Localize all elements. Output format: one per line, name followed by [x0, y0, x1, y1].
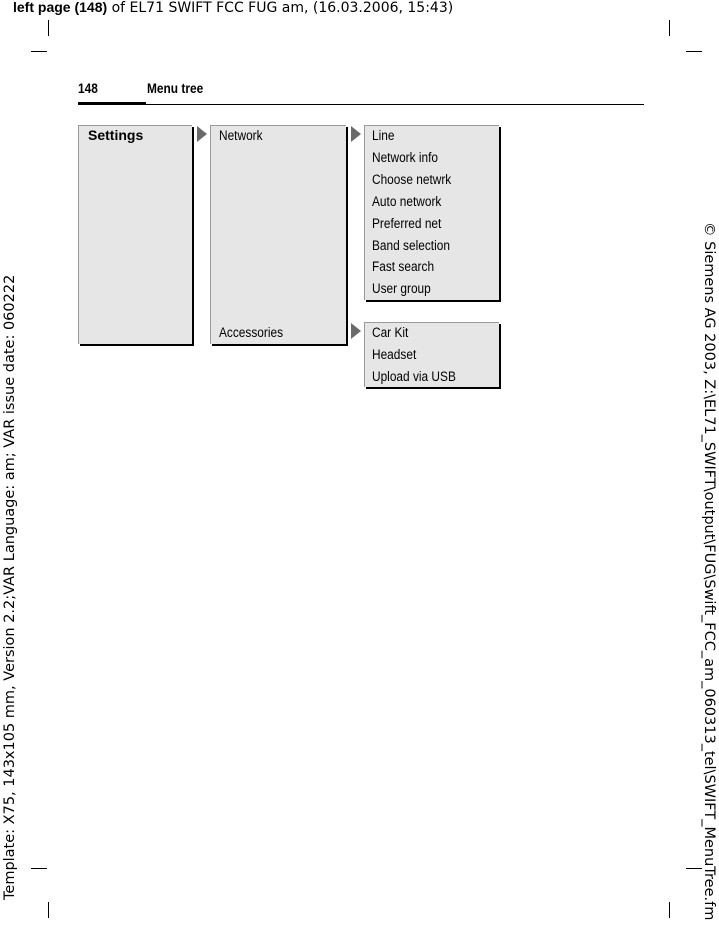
menu-item-user-group: User group	[372, 281, 431, 296]
header-rule	[146, 104, 644, 105]
menu-level1-box	[78, 125, 192, 344]
crop-mark	[686, 51, 702, 52]
menu-item-choose-network: Choose netwrk	[372, 172, 452, 187]
menu-item-band-selection: Band selection	[372, 238, 450, 253]
crop-mark	[31, 868, 47, 869]
crop-mark	[48, 902, 49, 918]
page-title: Menu tree	[147, 80, 204, 96]
crop-mark	[31, 51, 47, 52]
template-info-text: Template: X75, 143x105 mm, Version 2.2;VAR Language: am; VAR issue date: 060222	[2, 274, 18, 900]
menu-item-fast-search: Fast search	[372, 259, 435, 274]
menu-item-network-info: Network info	[372, 150, 439, 165]
header-rule-thick	[78, 102, 146, 105]
print-header-page: left page (148)	[13, 0, 108, 15]
crop-mark	[669, 902, 670, 918]
arrow-right-icon	[351, 126, 361, 142]
template-info-vertical	[1, 40, 19, 900]
menu-item-headset: Headset	[372, 347, 417, 362]
arrow-right-icon	[351, 323, 361, 339]
menu-item-preferred-net: Preferred net	[372, 216, 442, 231]
menu-item-accessories: Accessories	[219, 325, 284, 340]
arrow-right-icon	[197, 126, 207, 142]
menu-item-car-kit: Car Kit	[372, 325, 409, 340]
crop-mark	[669, 20, 670, 36]
menu-item-network: Network	[219, 128, 263, 143]
print-header	[13, 0, 453, 16]
copyright-text: © Siemens AG 2003, Z:\EL71_SWIFT\output\FUG\Swift_FCC_am_060313_tel\SWIFT_MenuTree.fm	[701, 222, 717, 921]
menu-item-line: Line	[372, 128, 395, 143]
menu-level2-box	[210, 125, 346, 344]
page-number: 148	[78, 80, 98, 96]
menu-item-auto-network: Auto network	[372, 194, 442, 209]
menu-root-settings: Settings	[88, 127, 144, 143]
menu-item-upload-via-usb: Upload via USB	[372, 369, 456, 384]
copyright-vertical	[700, 222, 718, 922]
print-header-info: of EL71 SWIFT FCC FUG am, (16.03.2006, 15:43)	[107, 0, 454, 16]
crop-mark	[48, 20, 49, 36]
